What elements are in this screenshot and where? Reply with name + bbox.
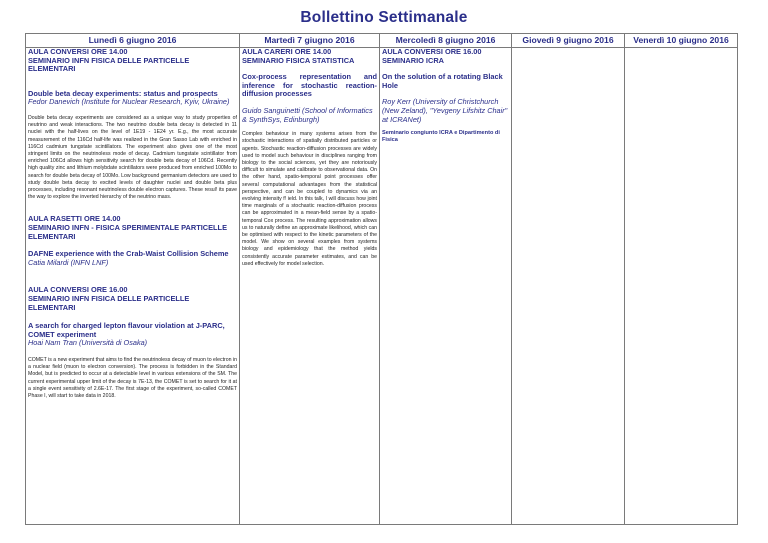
event-abstract: Complex behaviour in many systems arises from the stochastic interactions of spatially distributed particles or agents. Stochastic reaction-diffusion processes are widely used to model such behaviour in disciplines ranging from biology to the social sciences, yet they are notoriously difficult to simulate and calibrate to observational data. On the other hand, spatio-temporal point processes offer several computational advantages from the statistical perspective, and can be coupled to dynamics via an evolving intensity f! ield. In this talk, I will discuss how joint time marginals of a stochastic reaction-diffusion process can be approximated in a mean-field sense by a spatio-temporal Cox process. The resulting approximation allows us to naturally define an approximate likelihood, which can be optimised with respect to the kinetic parameters of the model. We show on several examples from systems biology and epidemiology that the method yields consistently accurate parameter estimates, and can be used effectively for model selection. [242, 131, 377, 267]
event-monday-2 [28, 215, 237, 267]
event-title: Double beta decay experiments: status and prospects [28, 88, 218, 98]
event-speaker: Guido Sanguinetti (School of Informatics & SynthSys, Edinburgh) [242, 105, 373, 124]
event-location-time: AULA RASETTI ORE 14.00 [28, 214, 121, 224]
event-series: SEMINARIO INFN FISICA DELLE PARTICELLE ELEMENTARI [28, 293, 190, 312]
event-speaker: Hoai Nam Tran (Università di Osaka) [28, 338, 148, 348]
day-header-friday: Venerdì 10 giugno 2016 [625, 34, 738, 48]
event-title: On the solution of a rotating Black Hole [382, 72, 503, 90]
event-note: Seminario congiunto ICRA e Dipartimento di Fisica [382, 130, 500, 144]
page-title: Bollettino Settimanale [300, 9, 468, 26]
wednesday-column [380, 48, 512, 525]
event-title: A search for charged lepton flavour violation at J-PARC, COMET experiment [28, 321, 225, 339]
event-monday-3 [28, 286, 237, 400]
day-header-wednesday: Mercoledì 8 giugno 2016 [380, 34, 512, 48]
event-location-time: AULA CONVERSI ORE 14.00 [28, 47, 128, 56]
event-location-time: AULA CONVERSI ORE 16.00 [382, 47, 482, 56]
friday-column [625, 48, 738, 525]
weekly-schedule-table [25, 33, 738, 525]
event-title: Cox-process representation and inference for stochastic reaction-diffusion processes [242, 72, 377, 99]
event-series: SEMINARIO INFN - FISICA SPERIMENTALE PARTICELLE ELEMENTARI [28, 223, 228, 241]
tuesday-column [240, 48, 380, 525]
event-location-time: AULA CARERI ORE 14.00 [242, 47, 332, 56]
event-speaker: Catia Milardi (INFN LNF) [28, 257, 109, 267]
event-series: SEMINARIO FISICA STATISTICA [242, 55, 355, 65]
day-header-monday: Lunedì 6 giugno 2016 [26, 34, 240, 48]
event-abstract: Double beta decay experiments are considered as a unique way to study properties of neutrino and weak interactions. The two neutrino double beta decay is detected in 11 nuclei with the half-lives on the level of 1E19 - 1E24 yr. E.g., the most accurate measurement of the 116Cd half-life was realized in the Gran Sasso Lab with enriched in 116Cd cadmium tungstate scintillators. The experiment also gives one of the most stringent limits on the neutrinoless mode of decay. Cadmium tungstate scintillator from enriched 106Cd allows high sensitivity search for double beta decay of 106Cd. Recently high quality zinc and lithium molybdate scintillators were produced from enriched 100Mo to search for double beta decay of 100Mo. Low background germanium detectors are used to study double beta decay to excited levels of daughter nuclei and double beta plus processes, including resonant neutrinoless double electron captures. These resul! its pave the way to explore the inverted hierarchy of the neutrino mass. [28, 114, 237, 201]
thursday-column [512, 48, 625, 525]
day-header-tuesday: Martedì 7 giugno 2016 [240, 34, 380, 48]
event-series: SEMINARIO ICRA [382, 55, 445, 65]
monday-column [26, 48, 240, 525]
event-abstract: COMET is a new experiment that aims to find the neutrinoless decay of muon to electron in a nuclear field (muon to electron conversion). The process is forbidden in the Standard Model, but is predicted to occur at a detectable level in various extensions of the SM. The current experimental upper limit of the decay is 7E-13, the COMET is set to search for it at a single event sensitivity of 2.6E-17. The first stage of the experiment, so-called COMET Phase I, will start to take data in 2018. [28, 356, 237, 399]
event-series: SEMINARIO INFN FISICA DELLE PARTICELLE ELEMENTARI [28, 55, 190, 74]
event-title: DAFNE experience with the Crab-Waist Collision Scheme [28, 249, 229, 259]
event-monday-1 [28, 48, 237, 201]
event-speaker: Roy Kerr (University of Christchurch (New Zeland), "Yevgeny Lifshitz Chair" at ICRANet) [382, 97, 508, 124]
event-speaker: Fedor Danevich (Institute for Nuclear Research, Kyiv, Ukraine) [28, 97, 230, 107]
day-header-thursday: Giovedì 9 giugno 2016 [512, 34, 625, 48]
event-location-time: AULA CONVERSI ORE 16.00 [28, 285, 128, 295]
